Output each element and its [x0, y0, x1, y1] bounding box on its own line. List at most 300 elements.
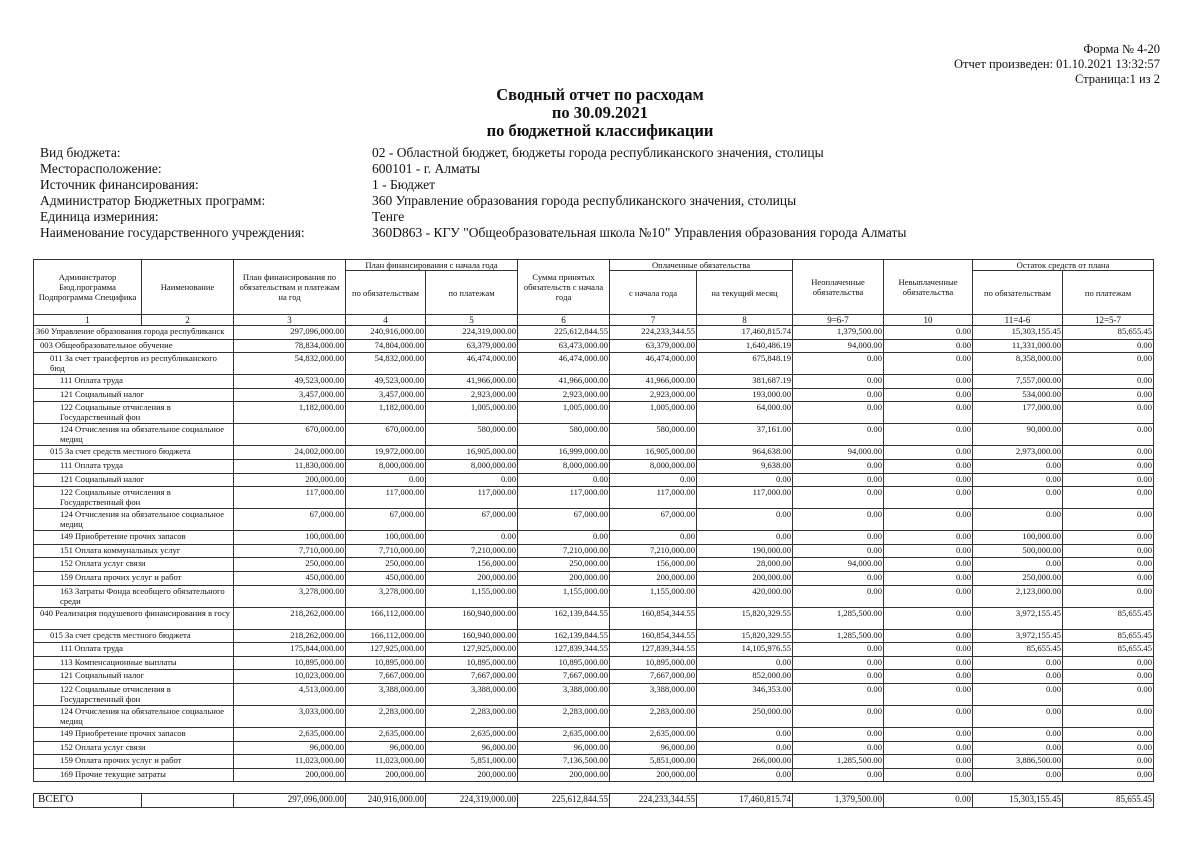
row-value: 1,285,500.00 [793, 607, 884, 629]
row-value: 2,123,000.00 [973, 585, 1063, 607]
row-value: 156,000.00 [610, 558, 697, 572]
row-value: 3,388,000.00 [518, 683, 610, 705]
column-number: 5 [426, 315, 518, 326]
table-row [34, 585, 1154, 607]
row-value: 0.00 [973, 487, 1063, 509]
row-value: 96,000.00 [346, 741, 426, 755]
row-name: 113 Компенсационные выплаты [34, 656, 234, 670]
row-value: 166,112,000.00 [346, 629, 426, 643]
row-value: 0.00 [1063, 727, 1154, 741]
col-header-unpaid: Неоплаченные обязательства [793, 260, 884, 315]
row-value: 3,388,000.00 [610, 683, 697, 705]
row-value: 7,710,000.00 [346, 544, 426, 558]
row-value: 0.00 [884, 683, 973, 705]
row-value: 0.00 [884, 473, 973, 487]
table-row [34, 683, 1154, 705]
row-value: 160,940,000.00 [426, 629, 518, 643]
row-value: 0.00 [1063, 424, 1154, 446]
row-value: 0.00 [884, 446, 973, 460]
row-value: 17,460,815.74 [697, 326, 793, 340]
row-value: 94,000.00 [793, 446, 884, 460]
row-name: 011 За счет трансфертов из республиканского бюд [34, 353, 234, 375]
row-value: 11,331,000.00 [973, 339, 1063, 353]
row-value: 0.00 [610, 531, 697, 545]
row-value: 0.00 [793, 571, 884, 585]
title-line-3: по бюджетной классификации [486, 121, 714, 140]
total-value: 240,916,000.00 [346, 794, 426, 808]
row-value: 2,283,000.00 [426, 705, 518, 727]
row-value: 1,182,000.00 [234, 402, 346, 424]
row-value: 10,895,000.00 [610, 656, 697, 670]
row-value: 100,000.00 [234, 531, 346, 545]
row-name: 040 Реализация подушевого финансирования в госу [34, 607, 234, 629]
row-value: 0.00 [884, 656, 973, 670]
row-value: 0.00 [884, 402, 973, 424]
col-header-accepted: Сумма принятых обязательств с начала года [518, 260, 610, 315]
row-value: 0.00 [884, 629, 973, 643]
col-header-plan-ytd-pay: по платежам [426, 271, 518, 315]
table-row [34, 531, 1154, 545]
generated-timestamp: Отчет произведен: 01.10.2021 13:32:57 [954, 57, 1160, 71]
column-number: 8 [697, 315, 793, 326]
row-value: 0.00 [973, 459, 1063, 473]
report-title [0, 86, 1200, 140]
row-value: 0.00 [1063, 446, 1154, 460]
row-value: 16,905,000.00 [610, 446, 697, 460]
total-value: 297,096,000.00 [234, 794, 346, 808]
row-value: 0.00 [518, 531, 610, 545]
row-value: 2,635,000.00 [346, 727, 426, 741]
row-name: 124 Отчисления на обязательное социальное медиц [34, 424, 234, 446]
row-name: 121 Социальный налог [34, 473, 234, 487]
row-value: 127,839,344.55 [610, 643, 697, 657]
table-row [34, 388, 1154, 402]
table-row [34, 353, 1154, 375]
row-value: 200,000.00 [234, 768, 346, 782]
row-value: 54,832,000.00 [234, 353, 346, 375]
row-value: 11,023,000.00 [234, 755, 346, 769]
column-number: 11=4-6 [973, 315, 1063, 326]
row-name: 122 Социальные отчисления в Государственный фон [34, 487, 234, 509]
row-value: 0.00 [1063, 768, 1154, 782]
row-value: 63,379,000.00 [426, 339, 518, 353]
row-value: 127,925,000.00 [346, 643, 426, 657]
row-value: 156,000.00 [426, 558, 518, 572]
row-value: 1,640,486.19 [697, 339, 793, 353]
row-value: 7,210,000.00 [518, 544, 610, 558]
row-value: 0.00 [973, 656, 1063, 670]
row-value: 218,262,000.00 [234, 629, 346, 643]
column-number: 6 [518, 315, 610, 326]
total-value: 15,303,155.45 [973, 794, 1063, 808]
row-value: 2,923,000.00 [610, 388, 697, 402]
row-value: 63,379,000.00 [610, 339, 697, 353]
row-value: 7,210,000.00 [610, 544, 697, 558]
col-header-plan-year: План финансирования по обязательствам и платежам на год [234, 260, 346, 315]
total-value: 224,233,344.55 [610, 794, 697, 808]
row-value: 3,278,000.00 [346, 585, 426, 607]
table-row [34, 375, 1154, 389]
row-value: 200,000.00 [234, 473, 346, 487]
row-value: 3,972,155.45 [973, 607, 1063, 629]
row-value: 49,523,000.00 [346, 375, 426, 389]
param-label: Единица измериния: [40, 209, 159, 225]
row-value: 0.00 [884, 670, 973, 684]
param-label: Месторасположение: [40, 161, 162, 177]
row-value: 0.00 [1063, 571, 1154, 585]
param-value: 600101 - г. Алматы [372, 161, 481, 177]
row-value: 67,000.00 [346, 509, 426, 531]
param-institution [40, 225, 906, 241]
row-value: 852,000.00 [697, 670, 793, 684]
column-number: 10 [884, 315, 973, 326]
row-value: 3,886,500.00 [973, 755, 1063, 769]
col-header-remain-pay: по платежам [1063, 271, 1154, 315]
row-value: 85,655.45 [1063, 326, 1154, 340]
row-value: 67,000.00 [426, 509, 518, 531]
row-value: 0.00 [884, 768, 973, 782]
table-row [34, 558, 1154, 572]
table-row [34, 473, 1154, 487]
row-value: 0.00 [884, 544, 973, 558]
report-header-info [954, 42, 1160, 87]
row-value: 670,000.00 [234, 424, 346, 446]
title-line-2: по 30.09.2021 [551, 103, 649, 122]
row-value: 200,000.00 [518, 768, 610, 782]
row-value: 10,895,000.00 [346, 656, 426, 670]
param-location [40, 161, 906, 177]
row-value: 46,474,000.00 [518, 353, 610, 375]
row-value: 0.00 [1063, 755, 1154, 769]
row-value: 0.00 [1063, 683, 1154, 705]
row-value: 381,687.19 [697, 375, 793, 389]
row-value: 200,000.00 [426, 571, 518, 585]
row-value: 0.00 [793, 670, 884, 684]
row-name: 152 Оплата услуг связи [34, 741, 234, 755]
row-value: 580,000.00 [426, 424, 518, 446]
row-value: 0.00 [1063, 402, 1154, 424]
row-value: 1,155,000.00 [610, 585, 697, 607]
row-name: 159 Оплата прочих услуг и работ [34, 571, 234, 585]
row-value: 162,139,844.55 [518, 629, 610, 643]
row-value: 28,000.00 [697, 558, 793, 572]
row-value: 200,000.00 [697, 571, 793, 585]
row-name: 122 Социальные отчисления в Государственный фон [34, 402, 234, 424]
row-value: 41,966,000.00 [610, 375, 697, 389]
row-value: 0.00 [426, 531, 518, 545]
col-header-plan-ytd-oblig: по обязательствам [346, 271, 426, 315]
row-value: 346,353.00 [697, 683, 793, 705]
param-value: Тенге [372, 209, 405, 225]
table-row [34, 424, 1154, 446]
row-value: 117,000.00 [518, 487, 610, 509]
row-name: 163 Затраты Фонда всеобщего обязательного среди [34, 585, 234, 607]
row-value: 15,303,155.45 [973, 326, 1063, 340]
param-unit [40, 209, 906, 225]
row-value: 7,210,000.00 [426, 544, 518, 558]
row-value: 0.00 [884, 424, 973, 446]
row-value: 8,000,000.00 [610, 459, 697, 473]
row-value: 14,105,976.55 [697, 643, 793, 657]
total-value: 224,319,000.00 [426, 794, 518, 808]
row-value: 580,000.00 [518, 424, 610, 446]
row-value: 4,513,000.00 [234, 683, 346, 705]
row-value: 580,000.00 [610, 424, 697, 446]
row-value: 534,000.00 [973, 388, 1063, 402]
row-value: 15,820,329.55 [697, 629, 793, 643]
row-value: 127,925,000.00 [426, 643, 518, 657]
row-value: 0.00 [884, 459, 973, 473]
header-row-1 [34, 260, 1154, 271]
column-number: 9=6-7 [793, 315, 884, 326]
table-row [34, 705, 1154, 727]
row-value: 160,854,344.55 [610, 629, 697, 643]
row-value: 450,000.00 [234, 571, 346, 585]
table-row [34, 768, 1154, 782]
row-value: 37,161.00 [697, 424, 793, 446]
row-value: 7,667,000.00 [426, 670, 518, 684]
row-value: 19,972,000.00 [346, 446, 426, 460]
row-value: 1,005,000.00 [426, 402, 518, 424]
row-value: 224,233,344.55 [610, 326, 697, 340]
row-value: 0.00 [346, 473, 426, 487]
col-group-paid: Оплаченные обязательства [610, 260, 793, 271]
row-name: 015 За счет средств местного бюджета [34, 629, 234, 643]
row-value: 190,000.00 [697, 544, 793, 558]
row-value: 11,830,000.00 [234, 459, 346, 473]
row-value: 100,000.00 [346, 531, 426, 545]
row-value: 41,966,000.00 [426, 375, 518, 389]
row-value: 0.00 [793, 509, 884, 531]
total-value: 225,612,844.55 [518, 794, 610, 808]
param-label: Наименование государственного учреждения: [40, 225, 305, 241]
row-value: 218,262,000.00 [234, 607, 346, 629]
row-value: 85,655.45 [973, 643, 1063, 657]
row-value: 0.00 [697, 473, 793, 487]
col-header-admin: Администратор Бюд.программа Подпрограмма Специфика [34, 260, 142, 315]
row-name: 159 Оплата прочих услуг и работ [34, 755, 234, 769]
col-group-remain: Остаток средств от плана [973, 260, 1154, 271]
row-value: 224,319,000.00 [426, 326, 518, 340]
table-row [34, 459, 1154, 473]
row-name: 169 Прочие текущие затраты [34, 768, 234, 782]
row-name: 124 Отчисления на обязательное социальное медиц [34, 509, 234, 531]
row-value: 420,000.00 [697, 585, 793, 607]
row-name: 151 Оплата коммунальных услуг [34, 544, 234, 558]
row-name: 152 Оплата услуг связи [34, 558, 234, 572]
row-value: 0.00 [973, 705, 1063, 727]
row-value: 0.00 [973, 473, 1063, 487]
row-value: 200,000.00 [426, 768, 518, 782]
row-value: 16,905,000.00 [426, 446, 518, 460]
row-value: 0.00 [884, 571, 973, 585]
row-value: 3,388,000.00 [346, 683, 426, 705]
row-value: 250,000.00 [973, 571, 1063, 585]
row-value: 0.00 [793, 544, 884, 558]
row-value: 177,000.00 [973, 402, 1063, 424]
row-value: 10,023,000.00 [234, 670, 346, 684]
row-value: 0.00 [1063, 487, 1154, 509]
row-value: 0.00 [697, 509, 793, 531]
row-value: 2,973,000.00 [973, 446, 1063, 460]
row-value: 127,839,344.55 [518, 643, 610, 657]
total-value: 17,460,815.74 [697, 794, 793, 808]
row-value: 0.00 [973, 683, 1063, 705]
param-value: 02 - Областной бюджет, бюджеты города республиканского значения, столицы [372, 145, 824, 160]
total-name-empty [142, 794, 234, 808]
row-value: 46,474,000.00 [610, 353, 697, 375]
row-value: 96,000.00 [234, 741, 346, 755]
row-value: 0.00 [793, 768, 884, 782]
table-row [34, 670, 1154, 684]
row-value: 3,457,000.00 [234, 388, 346, 402]
row-value: 0.00 [884, 741, 973, 755]
row-value: 0.00 [793, 643, 884, 657]
total-row [34, 794, 1154, 808]
row-value: 0.00 [884, 353, 973, 375]
row-value: 67,000.00 [610, 509, 697, 531]
table-row [34, 446, 1154, 460]
row-value: 675,848.19 [697, 353, 793, 375]
row-value: 0.00 [884, 755, 973, 769]
row-value: 67,000.00 [518, 509, 610, 531]
row-value: 200,000.00 [346, 768, 426, 782]
row-value: 1,155,000.00 [518, 585, 610, 607]
row-value: 0.00 [1063, 531, 1154, 545]
row-value: 8,000,000.00 [518, 459, 610, 473]
col-header-name: Наименование [142, 260, 234, 315]
row-value: 1,005,000.00 [610, 402, 697, 424]
row-value: 10,895,000.00 [518, 656, 610, 670]
spacer-cell [34, 782, 1154, 794]
param-value: 360 Управление образования города республиканского значения, столицы [372, 193, 797, 209]
row-name: 360 Управление образования города республиканск [34, 326, 234, 340]
row-value: 0.00 [1063, 585, 1154, 607]
row-value: 250,000.00 [518, 558, 610, 572]
row-value: 0.00 [884, 607, 973, 629]
row-value: 0.00 [884, 643, 973, 657]
table-row [34, 487, 1154, 509]
column-number: 12=5-7 [1063, 315, 1154, 326]
row-value: 0.00 [793, 424, 884, 446]
row-value: 8,000,000.00 [426, 459, 518, 473]
row-value: 9,638.00 [697, 459, 793, 473]
row-value: 0.00 [884, 509, 973, 531]
row-name: 122 Социальные отчисления в Государственный фон [34, 683, 234, 705]
row-value: 0.00 [1063, 670, 1154, 684]
row-name: 003 Общеобразовательное обучение [34, 339, 234, 353]
row-value: 0.00 [426, 473, 518, 487]
row-value: 94,000.00 [793, 558, 884, 572]
param-label: Источник финансирования: [40, 177, 199, 193]
row-value: 7,557,000.00 [973, 375, 1063, 389]
row-value: 11,023,000.00 [346, 755, 426, 769]
row-value: 2,635,000.00 [610, 727, 697, 741]
row-value: 10,895,000.00 [234, 656, 346, 670]
row-value: 8,000,000.00 [346, 459, 426, 473]
row-value: 0.00 [1063, 353, 1154, 375]
row-value: 117,000.00 [234, 487, 346, 509]
row-value: 41,966,000.00 [518, 375, 610, 389]
param-label: Администратор Бюджетных программ: [40, 193, 266, 209]
row-value: 10,895,000.00 [426, 656, 518, 670]
row-value: 1,285,500.00 [793, 755, 884, 769]
row-value: 24,002,000.00 [234, 446, 346, 460]
row-value: 500,000.00 [973, 544, 1063, 558]
row-value: 85,655.45 [1063, 607, 1154, 629]
row-value: 7,136,500.00 [518, 755, 610, 769]
row-value: 49,523,000.00 [234, 375, 346, 389]
table-row [34, 339, 1154, 353]
total-value: 0.00 [884, 794, 973, 808]
row-value: 250,000.00 [346, 558, 426, 572]
table-row [34, 326, 1154, 340]
row-value: 3,457,000.00 [346, 388, 426, 402]
row-value: 0.00 [1063, 741, 1154, 755]
row-value: 1,155,000.00 [426, 585, 518, 607]
row-value: 0.00 [884, 531, 973, 545]
row-value: 193,000.00 [697, 388, 793, 402]
row-value: 85,655.45 [1063, 643, 1154, 657]
row-value: 0.00 [793, 388, 884, 402]
row-value: 16,999,000.00 [518, 446, 610, 460]
row-value: 74,804,000.00 [346, 339, 426, 353]
row-value: 0.00 [1063, 544, 1154, 558]
table-row [34, 741, 1154, 755]
row-value: 85,655.45 [1063, 629, 1154, 643]
column-number: 3 [234, 315, 346, 326]
row-value: 1,182,000.00 [346, 402, 426, 424]
row-value: 0.00 [697, 768, 793, 782]
row-value: 7,710,000.00 [234, 544, 346, 558]
row-value: 1,005,000.00 [518, 402, 610, 424]
table-row [34, 629, 1154, 643]
row-value: 100,000.00 [973, 531, 1063, 545]
table-row [34, 607, 1154, 629]
row-value: 2,923,000.00 [518, 388, 610, 402]
row-value: 200,000.00 [610, 571, 697, 585]
param-label: Вид бюджета: [40, 145, 121, 160]
table-row [34, 544, 1154, 558]
row-value: 250,000.00 [234, 558, 346, 572]
table-row [34, 727, 1154, 741]
row-value: 0.00 [1063, 339, 1154, 353]
row-value: 7,667,000.00 [346, 670, 426, 684]
row-value: 63,473,000.00 [518, 339, 610, 353]
row-value: 0.00 [793, 487, 884, 509]
row-value: 0.00 [1063, 473, 1154, 487]
row-value: 0.00 [884, 388, 973, 402]
row-value: 0.00 [1063, 459, 1154, 473]
column-number-row [34, 315, 1154, 326]
row-value: 0.00 [793, 531, 884, 545]
row-name: 015 За счет средств местного бюджета [34, 446, 234, 460]
row-name: 121 Социальный налог [34, 388, 234, 402]
row-value: 0.00 [1063, 656, 1154, 670]
expense-report-table [33, 259, 1154, 808]
row-value: 162,139,844.55 [518, 607, 610, 629]
column-number: 7 [610, 315, 697, 326]
row-value: 7,667,000.00 [518, 670, 610, 684]
column-number: 2 [142, 315, 234, 326]
row-value: 0.00 [884, 558, 973, 572]
column-number: 1 [34, 315, 142, 326]
row-value: 117,000.00 [610, 487, 697, 509]
param-value: 360D863 - КГУ "Общеобразовательная школа №10" Управления образования города Алматы [372, 225, 907, 241]
row-value: 964,638.00 [697, 446, 793, 460]
row-value: 2,923,000.00 [426, 388, 518, 402]
row-value: 8,358,000.00 [973, 353, 1063, 375]
